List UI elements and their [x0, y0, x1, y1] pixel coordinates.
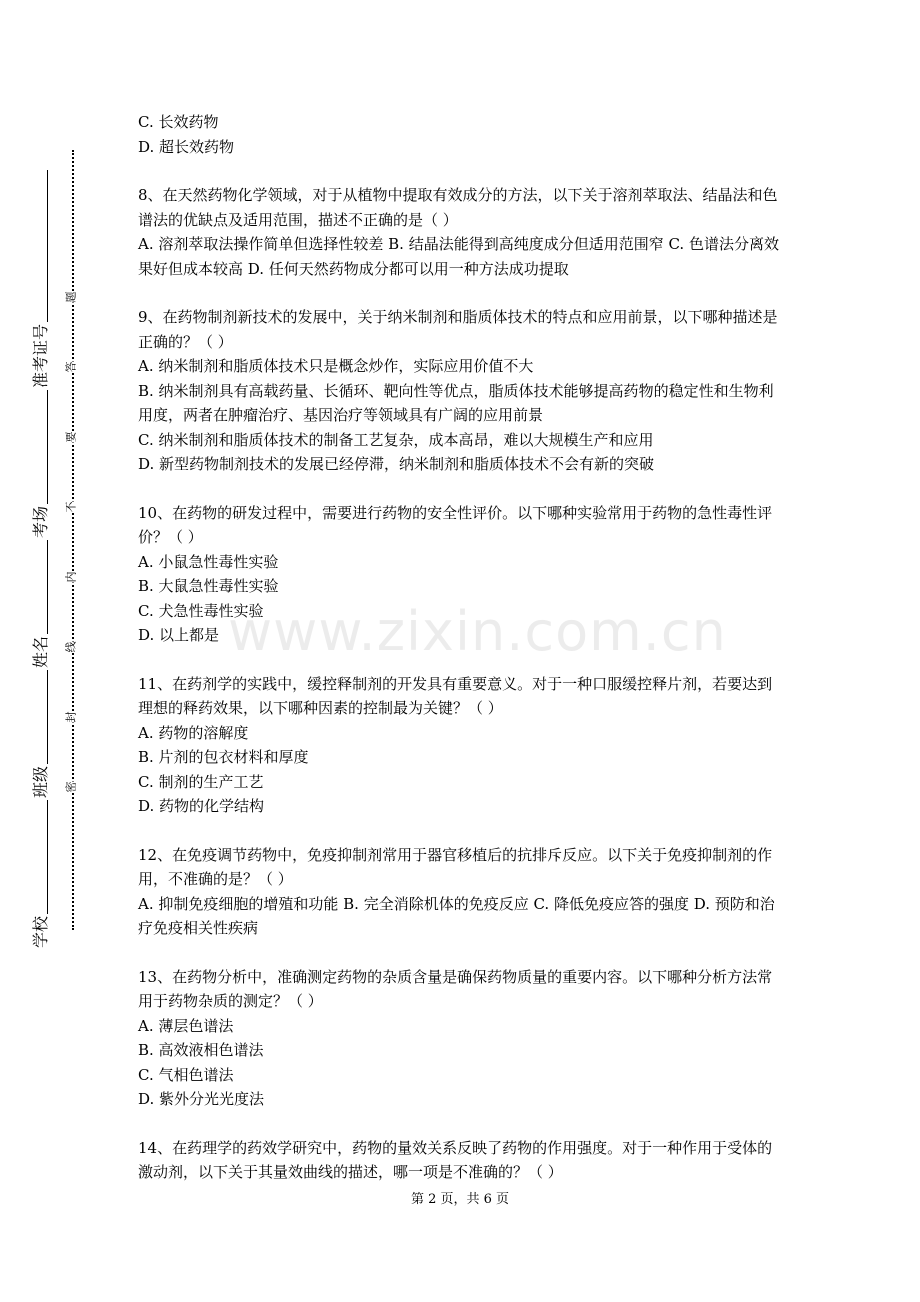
- option-c: C. 纳米制剂和脂质体技术的制备工艺复杂，成本高昂，难以大规模生产和应用: [138, 430, 654, 449]
- option-d: D. 药物的化学结构: [138, 797, 265, 815]
- previous-question-tail: [138, 110, 786, 159]
- question-stem: 13、在药物分析中，准确测定药物的杂质含量是确保药物质量的重要内容。以下哪种分析方法常用于药物杂质的测定？（ ）: [138, 967, 773, 1010]
- option-c: C. 犬急性毒性实验: [138, 601, 264, 620]
- dotted-char-5: 内: [64, 571, 78, 583]
- option-b: B. 纳米制剂具有高载药量、长循环、靶向性等优点，脂质体技术能够提高药物的稳定性和生物利用度，两者在肿瘤治疗、基因治疗等领域具有广阔的应用前景: [138, 381, 774, 424]
- option-d: D. 超长效药物: [138, 137, 235, 156]
- option-a: A. 纳米制剂和脂质体技术只是概念炒作，实际应用价值不大: [138, 357, 534, 375]
- option-c: C. 气相色谱法: [138, 1065, 234, 1084]
- option-c: C. 制剂的生产工艺: [138, 772, 264, 791]
- question-stem: 11、在药剂学的实践中，缓控释制剂的开发具有重要意义。对于一种口服缓控释片剂，若要达到理想的释药效果，以下哪种因素的控制最为关键？（ ）: [138, 674, 773, 717]
- page-footer: 第 2 页，共 6 页: [410, 1192, 510, 1207]
- question-stem: 14、在药理学的药效学研究中，药物的量效关系反映了药物的作用强度。对于一种作用于受体的激动剂，以下关于其量效曲线的描述，哪一项是不准确的？（ ）: [138, 1138, 773, 1181]
- label-exam-room: 考场: [28, 504, 51, 540]
- question-stem: 8、在天然药物化学领域，对于从植物中提取有效成分的方法，以下关于溶剂萃取法、结晶法和色谱法的优缺点及适用范围，描述不正确的是（ ）: [138, 186, 778, 229]
- option-line: A. 溶剂萃取法操作简单但选择性较差 B. 结晶法能得到高纯度成分但适用范围窄 C. 色谱法分离效果好但成本较高 D. 任何天然药物成分都可以用一种方法成功提取: [138, 235, 779, 278]
- label-exam-number: 准考证号: [28, 322, 51, 390]
- question-stem: 12、在免疫调节药物中，免疫抑制剂常用于器官移植后的抗排斥反应。以下关于免疫抑制剂的作用，不准确的是？（ ）: [138, 845, 773, 888]
- option-a: A. 小鼠急性毒性实验: [138, 552, 279, 571]
- question-10: [138, 501, 786, 648]
- option-line: A. 抑制免疫细胞的增殖和功能 B. 完全消除机体的免疫反应 C. 降低免疫应答的强度 D. 预防和治疗免疫相关性疾病: [138, 894, 775, 937]
- dotted-char-4: 不: [64, 501, 78, 513]
- option-a: A. 药物的溶解度: [138, 723, 249, 742]
- question-9: [138, 305, 786, 477]
- option-d: D. 新型药物制剂技术的发展已经停滞，纳米制剂和脂质体技术不会有新的突破: [138, 455, 655, 473]
- question-13: [138, 965, 786, 1112]
- option-b: B. 高效液相色谱法: [138, 1041, 264, 1059]
- option-b: B. 大鼠急性毒性实验: [138, 577, 279, 595]
- option-a: A. 薄层色谱法: [138, 1016, 234, 1035]
- question-8: [138, 183, 786, 281]
- option-c: C. 长效药物: [138, 113, 219, 131]
- binding-dotted-line: [72, 150, 74, 930]
- question-content: [138, 110, 786, 1185]
- question-14: [138, 1136, 786, 1185]
- option-d: D. 以上都是: [138, 626, 220, 644]
- question-stem: 10、在药物的研发过程中，需要进行药物的安全性评价。以下哪种实验常用于药物的急性毒性评价？（ ）: [138, 503, 773, 546]
- dotted-char-7: 封: [64, 711, 78, 723]
- question-stem: 9、在药物制剂新技术的发展中，关于纳米制剂和脂质体技术的特点和应用前景，以下哪种描述是正确的？（ ）: [138, 308, 778, 351]
- watermark: www.zixin.com.cn: [228, 600, 727, 663]
- dotted-char-1: 题: [64, 291, 78, 303]
- label-name: 姓名: [28, 634, 51, 670]
- dotted-char-3: 要: [64, 431, 78, 443]
- dotted-char-2: 答: [64, 361, 78, 373]
- question-11: [138, 672, 786, 819]
- dotted-char-6: 线: [64, 641, 78, 653]
- binding-solid-line: [47, 170, 48, 940]
- question-12: [138, 843, 786, 941]
- option-b: B. 片剂的包衣材料和厚度: [138, 748, 309, 766]
- label-class: 班级: [28, 764, 51, 800]
- dotted-char-8: 密: [64, 781, 78, 793]
- label-school: 学校: [28, 914, 51, 950]
- option-d: D. 紫外分光光度法: [138, 1090, 265, 1108]
- binding-strip: [8, 140, 88, 960]
